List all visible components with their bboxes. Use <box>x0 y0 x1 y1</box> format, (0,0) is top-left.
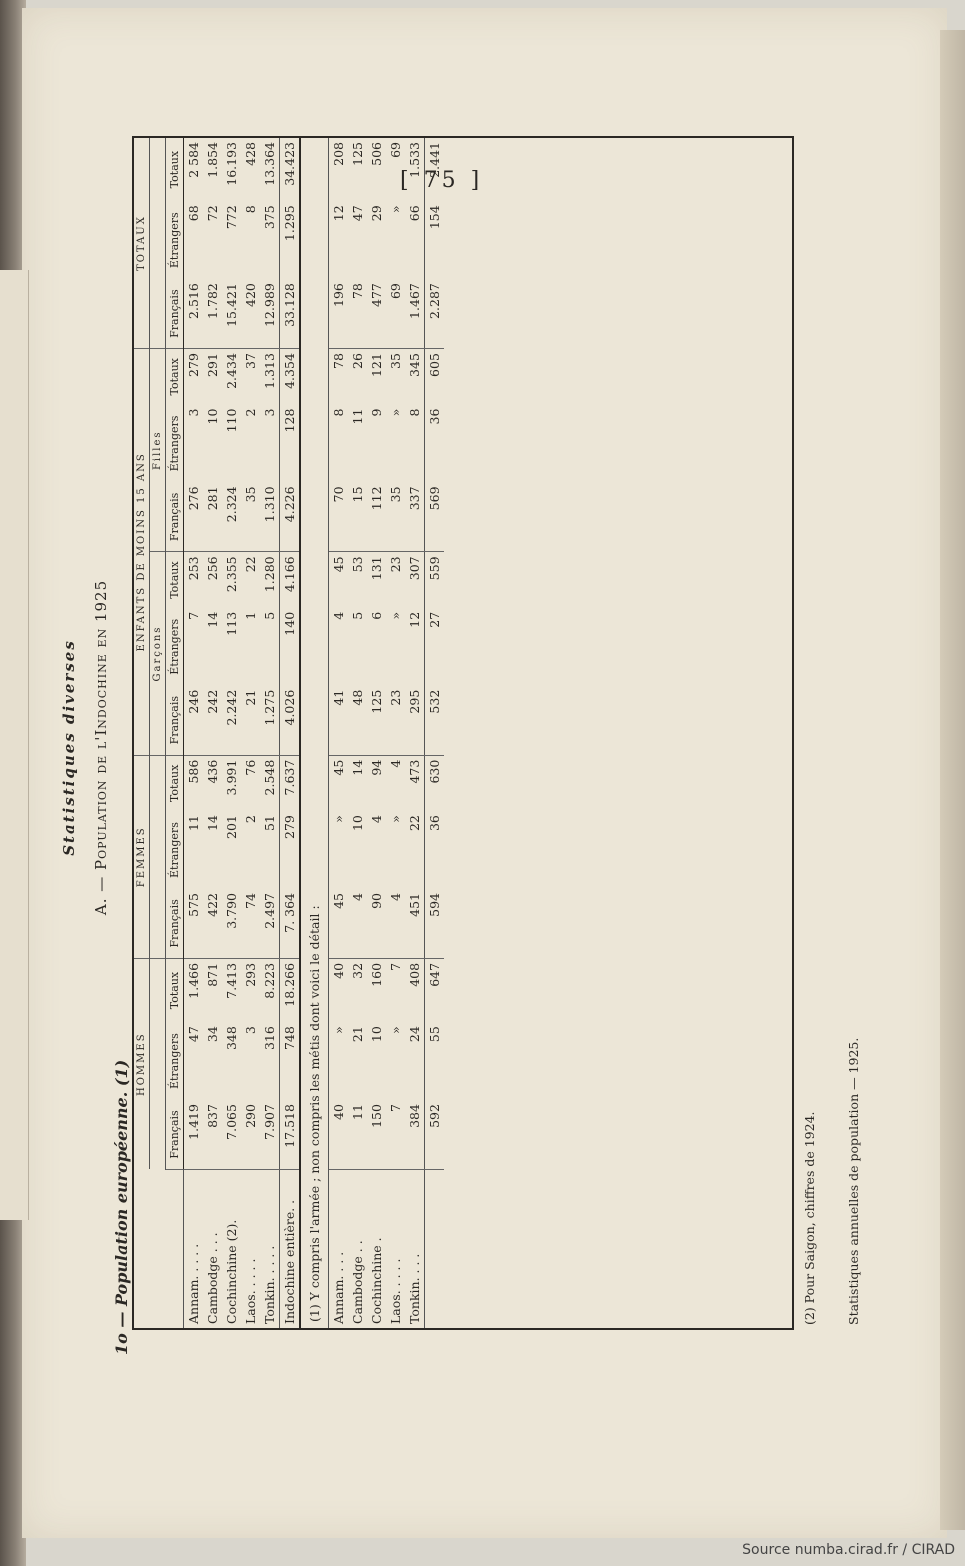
table-cell: 24 <box>407 1026 422 1043</box>
table-cell: 17.518 <box>280 1100 301 1169</box>
column-header: Français <box>166 686 184 755</box>
table-cell: 12 <box>407 611 422 628</box>
table-cell: 2.441 <box>425 138 445 201</box>
table-cell: 12 <box>331 205 346 222</box>
table-cell: 253 <box>186 556 201 581</box>
table-cell: 2 <box>243 408 258 417</box>
table-cell: 630 <box>425 755 445 811</box>
table-cell: 112 <box>367 482 386 551</box>
column-header: Français <box>166 279 184 348</box>
table-cell: 3 <box>262 408 277 417</box>
table-cell: 256 <box>205 556 220 581</box>
table-cell: 3 <box>243 1026 258 1035</box>
table-cell: 428 <box>243 142 258 166</box>
table-cell: 196 <box>329 279 349 348</box>
table-cell: 53 <box>350 556 365 573</box>
table-cell: 337 <box>405 482 425 551</box>
table-row <box>367 138 386 1328</box>
row-label <box>425 1170 445 1329</box>
table-cell: 48 <box>348 686 367 755</box>
table-cell: 21 <box>350 1026 365 1043</box>
table-cell: 2.242 <box>222 686 241 755</box>
row-label: Cambodge . . <box>350 1240 365 1324</box>
table-cell: 15.421 <box>222 279 241 348</box>
table-cell: 1 <box>243 611 258 620</box>
group-garcons: Garçons <box>150 552 166 755</box>
column-header: Totaux <box>166 552 184 608</box>
table-cell: 4.166 <box>280 552 301 608</box>
table-cell: 29 <box>369 205 384 222</box>
table-row <box>260 138 280 1328</box>
table-cell: 2.434 <box>224 353 239 389</box>
table-cell: 33.128 <box>280 279 301 348</box>
table-cell: 14 <box>205 815 220 832</box>
table-cell: 1.782 <box>203 279 222 348</box>
table-row <box>222 138 241 1328</box>
table-cell: 76 <box>243 759 258 776</box>
table-cell: 47 <box>350 205 365 222</box>
table-cell: 8 <box>407 408 422 417</box>
table-cell: 532 <box>425 686 445 755</box>
table-cell: » <box>388 408 403 417</box>
table-cell: 154 <box>425 201 445 279</box>
table-cell: 290 <box>241 1100 260 1169</box>
table-cell: 295 <box>405 686 425 755</box>
table-cell: 647 <box>425 958 445 1022</box>
table-cell: 10 <box>350 815 365 832</box>
table-cell: 3 <box>186 408 201 417</box>
table-cell: 7.907 <box>260 1100 280 1169</box>
table-cell: 9 <box>369 408 384 417</box>
table-cell: 45 <box>331 556 346 573</box>
table-cell: 12.989 <box>260 279 280 348</box>
table-cell: 66 <box>407 205 422 222</box>
column-header: Étrangers <box>166 811 184 889</box>
table-cell: 473 <box>407 759 422 784</box>
table-cell: 2 <box>243 815 258 824</box>
table-cell: 41 <box>329 686 349 755</box>
table-cell: 2.287 <box>425 279 445 348</box>
table-cell: 113 <box>224 611 239 636</box>
table-cell: 2.324 <box>222 482 241 551</box>
row-label: Tonkin. . . . . <box>262 1245 277 1324</box>
table-cell: » <box>388 205 403 213</box>
table-cell: 34.423 <box>280 138 301 201</box>
column-header: Étrangers <box>166 405 184 483</box>
column-header: Étrangers <box>166 608 184 686</box>
table-cell: 2.548 <box>262 759 277 796</box>
table-cell: 131 <box>369 556 384 581</box>
table-cell: 575 <box>184 889 204 958</box>
row-label: Annam. . . . <box>331 1251 346 1324</box>
table-cell: 1.533 <box>407 142 422 178</box>
table-cell: 8.223 <box>262 962 277 999</box>
table-cell: 2.497 <box>260 889 280 958</box>
table-cell: 4 <box>388 759 403 768</box>
table-cell: 8 <box>243 205 258 214</box>
table-cell: » <box>388 611 403 620</box>
table-cell: 384 <box>405 1100 425 1169</box>
table-cell: 32 <box>350 962 365 979</box>
table-cell: 4 <box>369 815 384 824</box>
table-cell: 559 <box>425 552 445 608</box>
table-cell: » <box>331 1026 346 1034</box>
table-row <box>184 138 204 1328</box>
table-cell: 45 <box>331 759 346 776</box>
table-cell: 16.193 <box>224 142 239 186</box>
row-label: Cambodge . . . <box>205 1232 220 1324</box>
table-cell: 34 <box>205 1026 220 1043</box>
table-cell: 7 <box>386 1100 405 1169</box>
column-header: Français <box>166 482 184 551</box>
table-cell: 125 <box>367 686 386 755</box>
group-totaux: TOTAUX <box>134 138 150 349</box>
table-cell: 40 <box>331 962 346 979</box>
table-cell: 15 <box>348 482 367 551</box>
table-cell: 78 <box>348 279 367 348</box>
group-enfants: ENFANTS DE MOINS 15 ANS <box>134 349 150 756</box>
table-cell: 5 <box>350 611 365 620</box>
rotated-content <box>50 140 890 1355</box>
table-cell: 420 <box>241 279 260 348</box>
table-cell: 375 <box>262 205 277 230</box>
table-cell: 140 <box>280 608 301 686</box>
table-row <box>348 138 367 1328</box>
table-cell: 78 <box>331 353 346 369</box>
row-label: Laos. . . . . <box>243 1258 258 1324</box>
table-cell: 7.637 <box>280 755 301 811</box>
table-cell: 1.467 <box>405 279 425 348</box>
source-credit: Source numba.cirad.fr / CIRAD <box>742 1542 955 1558</box>
table-cell: 1.854 <box>205 142 220 178</box>
row-label: Laos. . . . . <box>388 1258 403 1324</box>
subhead: A. — Population de l'Indochine en 1925 <box>92 579 110 916</box>
table-cell: 14 <box>205 611 220 628</box>
table-cell: 36 <box>425 811 445 889</box>
table-cell: 40 <box>329 1100 349 1169</box>
population-table <box>132 136 794 1330</box>
table-cell: 4.354 <box>280 349 301 405</box>
table-cell: 11 <box>348 1100 367 1169</box>
table-cell: 2.355 <box>224 556 239 593</box>
table-cell: 8 <box>331 408 346 417</box>
table-cell: 477 <box>367 279 386 348</box>
table-cell: 35 <box>386 482 405 551</box>
table-cell: 26 <box>350 353 365 369</box>
page-stack-edge <box>940 30 965 1530</box>
table-cell: 293 <box>243 962 258 987</box>
table-cell: 348 <box>224 1026 239 1051</box>
table-cell: 242 <box>203 686 222 755</box>
table-cell: 307 <box>407 556 422 581</box>
table-cell: 345 <box>407 353 422 377</box>
table-cell: 94 <box>369 759 384 776</box>
table-cell: 316 <box>262 1026 277 1051</box>
table-row <box>280 138 301 1328</box>
table-cell: 748 <box>280 1022 301 1100</box>
column-header: Étrangers <box>166 1022 184 1100</box>
column-header: Totaux <box>166 349 184 405</box>
table-cell: 1.310 <box>260 482 280 551</box>
table-cell: 408 <box>407 962 422 987</box>
table-cell: 1.419 <box>184 1100 204 1169</box>
table-cell: 68 <box>186 205 201 222</box>
row-label: Indochine entière. . <box>280 1170 301 1329</box>
table-cell: 592 <box>425 1100 445 1169</box>
table-cell: 10 <box>205 408 220 425</box>
table-cell: » <box>331 815 346 823</box>
table-row <box>203 138 222 1328</box>
table-row <box>241 138 260 1328</box>
table-cell: 11 <box>350 408 365 425</box>
row-label: Cochinchine (2). <box>224 1219 239 1324</box>
table-cell: 2 584 <box>186 142 201 178</box>
table-cell: 506 <box>369 142 384 166</box>
table-cell: 7. 364 <box>280 889 301 958</box>
table-cell: 7.413 <box>224 962 239 999</box>
column-header: Étrangers <box>166 201 184 279</box>
table-cell: 35 <box>241 482 260 551</box>
table-cell: 23 <box>388 556 403 573</box>
table-cell: 586 <box>186 759 201 784</box>
table-cell: 279 <box>186 353 201 377</box>
column-header: Totaux <box>166 138 184 201</box>
table-cell: 291 <box>205 353 220 377</box>
table-cell: 246 <box>184 686 204 755</box>
table-cell: 22 <box>243 556 258 573</box>
table-cell: » <box>388 1026 403 1034</box>
table-cell: 125 <box>350 142 365 166</box>
row-label: Tonkin. . . . <box>407 1253 422 1324</box>
table-cell: 5 <box>262 611 277 620</box>
table-cell: 208 <box>331 142 346 166</box>
table-cell: 110 <box>224 408 239 433</box>
note-saigon: (2) Pour Saigon, chiffres de 1924. <box>802 1111 817 1325</box>
table-row <box>405 138 425 1328</box>
table-cell: 201 <box>224 815 239 839</box>
table-cell: 74 <box>241 889 260 958</box>
table-cell: 7 <box>186 611 201 620</box>
table-cell: 45 <box>329 889 349 958</box>
table-cell: 1.275 <box>260 686 280 755</box>
table-cell: 7.065 <box>222 1100 241 1169</box>
table-cell: 121 <box>369 353 384 377</box>
column-header: Totaux <box>166 755 184 811</box>
table-cell: 23 <box>386 686 405 755</box>
table-cell: 2.516 <box>184 279 204 348</box>
table-cell: 772 <box>224 205 239 230</box>
row-label: Cochinchine . <box>369 1237 384 1324</box>
group-femmes: FEMMES <box>134 755 150 958</box>
table-cell: 7 <box>388 962 403 971</box>
table-cell: 594 <box>425 889 445 958</box>
group-hommes: HOMMES <box>134 958 150 1169</box>
table-cell: 451 <box>405 889 425 958</box>
table-cell: 160 <box>369 962 384 987</box>
note-metis: (1) Y compris l'armée ; non compris les métis dont voici le détail : <box>300 138 329 1328</box>
table-cell: 22 <box>407 815 422 832</box>
table-cell: 1.466 <box>186 962 201 999</box>
table-cell: 422 <box>203 889 222 958</box>
table-cell: 605 <box>425 349 445 405</box>
table-cell: 55 <box>425 1022 445 1100</box>
table-cell: 13.364 <box>262 142 277 186</box>
table-row <box>386 138 405 1328</box>
table-cell: 51 <box>262 815 277 832</box>
table-cell: 4 <box>348 889 367 958</box>
source-footnote: Statistiques annuelles de population — 1925. <box>846 1037 861 1325</box>
table-cell: 72 <box>205 205 220 222</box>
table-row <box>329 138 349 1328</box>
table-cell: 3.991 <box>224 759 239 796</box>
group-filles: Filles <box>150 349 166 552</box>
page-number: [ 75 ] <box>400 168 484 193</box>
table-cell: 21 <box>241 686 260 755</box>
table-cell: 4 <box>386 889 405 958</box>
table-cell: 871 <box>205 962 220 987</box>
table-cell: 90 <box>367 889 386 958</box>
table-cell: 569 <box>425 482 445 551</box>
table-cell: 47 <box>186 1026 201 1043</box>
table-cell: 6 <box>369 611 384 620</box>
table-cell: 3.790 <box>222 889 241 958</box>
table-cell: 36 <box>425 405 445 483</box>
table-cell: 837 <box>203 1100 222 1169</box>
table-cell: 1.313 <box>262 353 277 389</box>
table-cell: 1.295 <box>280 201 301 279</box>
table-cell: 37 <box>243 353 258 369</box>
table-cell: 14 <box>350 759 365 776</box>
table-row <box>425 138 445 1328</box>
section-title: 1o — Population européenne. (1) <box>112 1059 131 1355</box>
table-cell: 4 <box>331 611 346 620</box>
table-cell: 11 <box>186 815 201 832</box>
table-cell: 69 <box>386 279 405 348</box>
table-cell: 69 <box>388 142 403 158</box>
table-cell: 27 <box>425 608 445 686</box>
table-cell: 10 <box>369 1026 384 1043</box>
column-header: Français <box>166 1100 184 1169</box>
previous-page-edge <box>0 270 29 1220</box>
table-cell: 436 <box>205 759 220 784</box>
table-cell: 276 <box>184 482 204 551</box>
table-cell: 1.280 <box>262 556 277 593</box>
column-header: Français <box>166 889 184 958</box>
running-head: Statistiques diverses <box>60 639 78 856</box>
table-cell: 4.226 <box>280 482 301 551</box>
table-cell: » <box>388 815 403 823</box>
table-cell: 281 <box>203 482 222 551</box>
row-label: Annam. . . . . <box>186 1243 201 1324</box>
table-cell: 4.026 <box>280 686 301 755</box>
table-cell: 18.266 <box>280 958 301 1022</box>
table-cell: 150 <box>367 1100 386 1169</box>
table-cell: 279 <box>280 811 301 889</box>
table-cell: 128 <box>280 405 301 483</box>
table-cell: 35 <box>388 353 403 369</box>
table-cell: 70 <box>329 482 349 551</box>
column-header: Totaux <box>166 958 184 1022</box>
